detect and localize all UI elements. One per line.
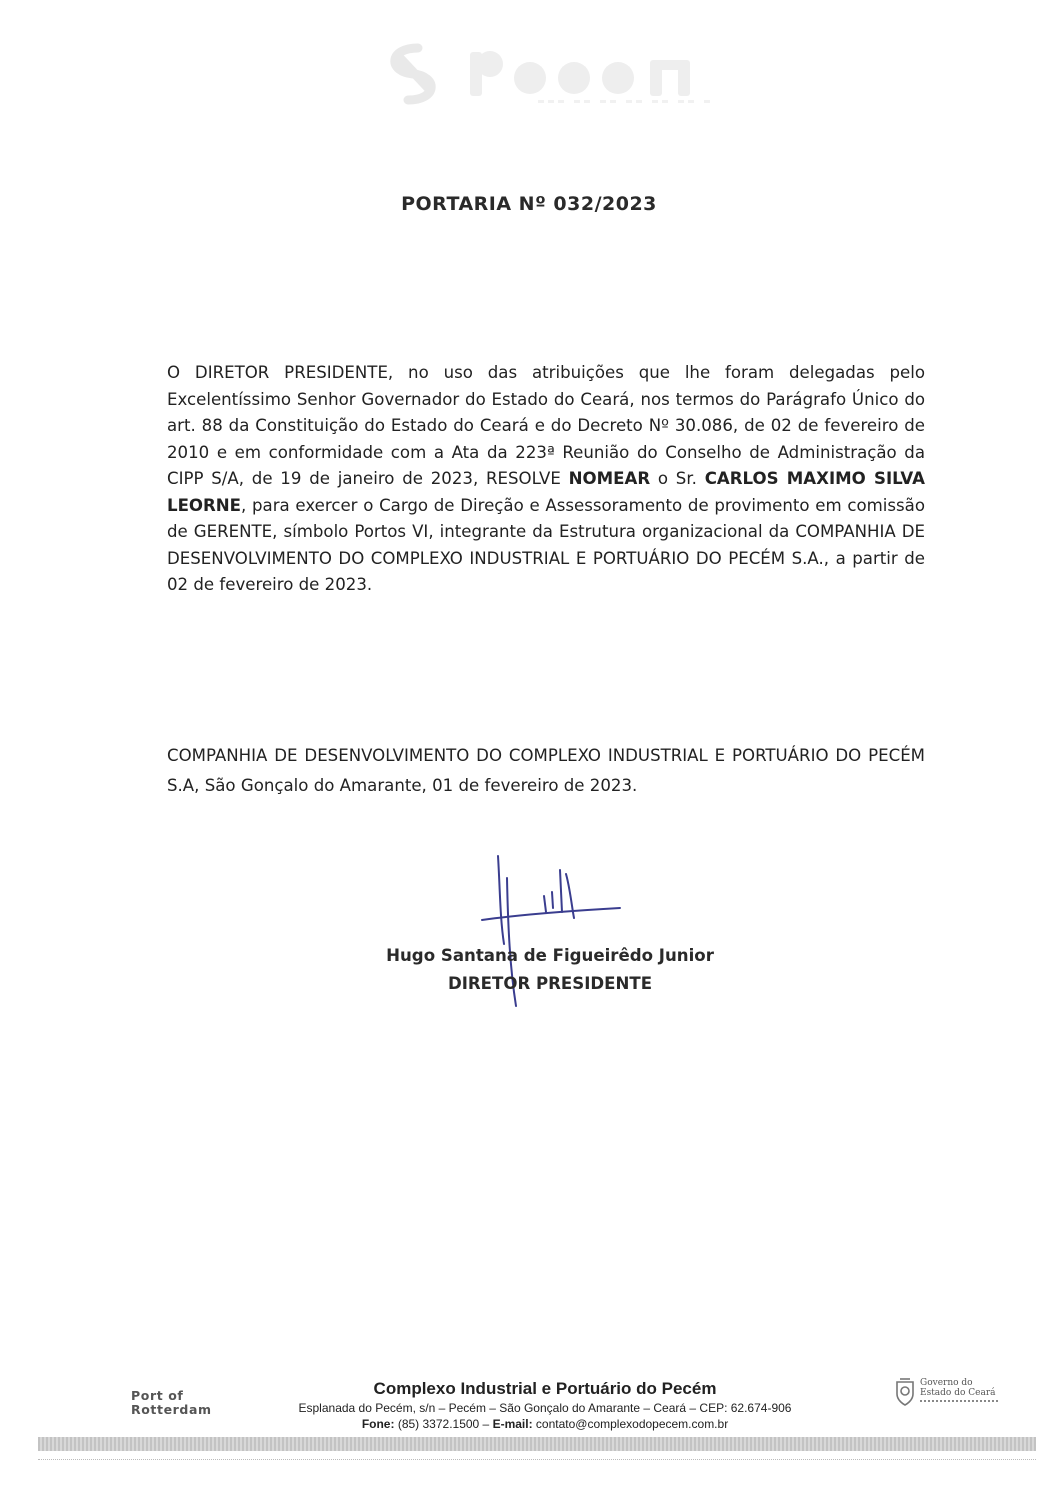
body-bold-nominee: CARLOS MAXIMO SILVA LEORNE: [167, 469, 925, 515]
pecem-logo-watermark-icon: [378, 38, 728, 110]
footer-company-info: [245, 1378, 845, 1432]
footer-company-name: Complexo Industrial e Portuário do Pecém: [373, 1379, 717, 1398]
footer-dotted-line: [38, 1459, 1036, 1463]
governo-label: [920, 1378, 996, 1398]
footer-phone-label: Fone:: [361, 1417, 395, 1431]
signer-role: DIRETOR PRESIDENTE: [447, 974, 653, 993]
footer-contact: [245, 1416, 845, 1432]
signature-block: [380, 942, 720, 998]
footer-address: Esplanada do Pecém, s/n – Pecém – São Gonçalo do Amarante – Ceará – CEP: 62.674-906: [298, 1401, 792, 1415]
document-title: PORTARIA Nº 032/2023: [401, 193, 657, 215]
state-crest-icon: [894, 1376, 916, 1408]
gov-line1: Governo do: [920, 1378, 973, 1388]
gov-subtitle-fineprint: [920, 1400, 998, 1410]
port-of-label: Port of: [131, 1388, 184, 1403]
port-of-rotterdam-logo: [131, 1389, 212, 1417]
body-bold-nomear: NOMEAR: [568, 469, 651, 488]
document-body: [167, 360, 925, 599]
body-text-part1: O DIRETOR PRESIDENTE, no uso das atribuições que lhe foram delegadas pelo Excelentíssimo Senhor Governador do Estado do Ceará, nos termos do Parágrafo Único do art. 88 da Constituição do Estado do Ceará e do Decreto Nº 30.086, de 02 de fevereiro de 2010 e em conformidade com a Ata da 223ª Reunião do Conselho de Administração da CIPP S/A, de 19 de janeiro de 2023, RESOLVE: [167, 363, 925, 488]
footer-stripe: [38, 1437, 1036, 1451]
footer-email-label: E-mail:: [492, 1417, 533, 1431]
signer-name: Hugo Santana de Figueirêdo Junior: [386, 946, 714, 965]
footer-email: contato@complexodopecem.com.br: [532, 1417, 729, 1431]
governo-ceara-logo: [894, 1376, 1004, 1416]
body-text-part3: , para exercer o Cargo de Direção e Assessoramento de provimento em comissão de GERENTE, símbolo Portos VI, integrante da Estrutura organizacional da COMPANHIA DE DESENVOLVIMENTO DO COMPLEXO INDUSTRIAL E PORTUÁRIO DO PECÉM S.A., a partir de 02 de fevereiro de 2023.: [167, 495, 925, 594]
body-text-part2: o Sr.: [650, 469, 705, 488]
footer-phone: (85) 3372.1500 –: [394, 1417, 493, 1431]
rotterdam-label: Rotterdam: [131, 1402, 212, 1417]
gov-line2: Estado do Ceará: [920, 1388, 996, 1398]
closing-paragraph: COMPANHIA DE DESENVOLVIMENTO DO COMPLEXO INDUSTRIAL E PORTUÁRIO DO PECÉM S.A, São Gonçalo do Amarante, 01 de fevereiro de 2023.: [167, 746, 925, 795]
